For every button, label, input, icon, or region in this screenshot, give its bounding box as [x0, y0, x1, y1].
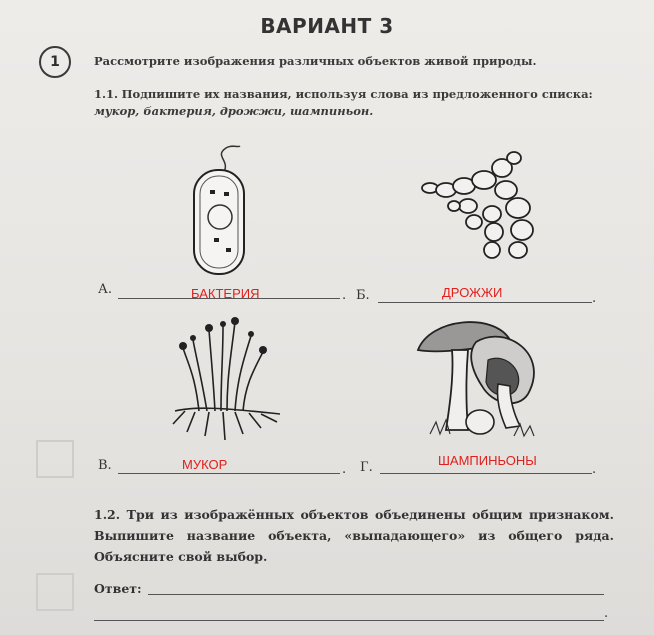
subtask-1-2-text: Три из изображённых объектов объединены общим признаком. Выпишите название объекта, «выпадающего» из общего ряда. Объясните свой выбор.: [94, 507, 614, 564]
subtask-1-1-number: 1.1.: [94, 87, 119, 101]
task-number-badge: 1: [39, 46, 71, 78]
line-end-answer: .: [604, 606, 609, 621]
answer-line-g[interactable]: [380, 473, 592, 474]
bacterium-icon: [180, 142, 260, 277]
subtask-1-2-number: 1.2.: [94, 507, 121, 522]
label-v: В.: [98, 458, 112, 473]
line-end-g: .: [592, 462, 597, 477]
subtask-1-1-text: Подпишите их названия, используя слова из предложенного списка:: [121, 87, 593, 101]
answer-g: ШАМПИНЬОНЫ: [438, 453, 537, 468]
answer-b: ДРОЖЖИ: [442, 285, 503, 300]
answer-line-2[interactable]: [94, 620, 604, 621]
line-end-v: .: [342, 462, 347, 477]
line-end-b: .: [592, 291, 597, 306]
answer-line-1[interactable]: [148, 594, 604, 595]
label-g: Г.: [360, 460, 373, 475]
answer-line-v[interactable]: [118, 473, 340, 474]
task-instruction: Рассмотрите изображения различных объектов живой природы.: [94, 54, 537, 68]
answer-a: БАКТЕРИЯ: [191, 286, 260, 301]
answer-v: МУКОР: [182, 457, 228, 472]
mucor-icon: [165, 316, 290, 446]
answer-line-b[interactable]: [378, 302, 592, 303]
mushroom-icon: [410, 314, 550, 442]
subtask-1-1: [94, 86, 614, 120]
label-a: А.: [98, 282, 112, 297]
subtask-1-2: [94, 504, 614, 567]
variant-title: ВАРИАНТ 3: [260, 14, 394, 38]
score-box-1-1[interactable]: [36, 440, 74, 478]
yeast-icon: [418, 150, 538, 275]
label-b: Б.: [356, 288, 370, 303]
answer-label: Ответ:: [94, 581, 142, 596]
line-end-a: .: [342, 288, 347, 303]
score-box-1-2[interactable]: [36, 573, 74, 611]
subtask-1-1-word-list: мукор, бактерия, дрожжи, шампиньон.: [94, 104, 374, 118]
